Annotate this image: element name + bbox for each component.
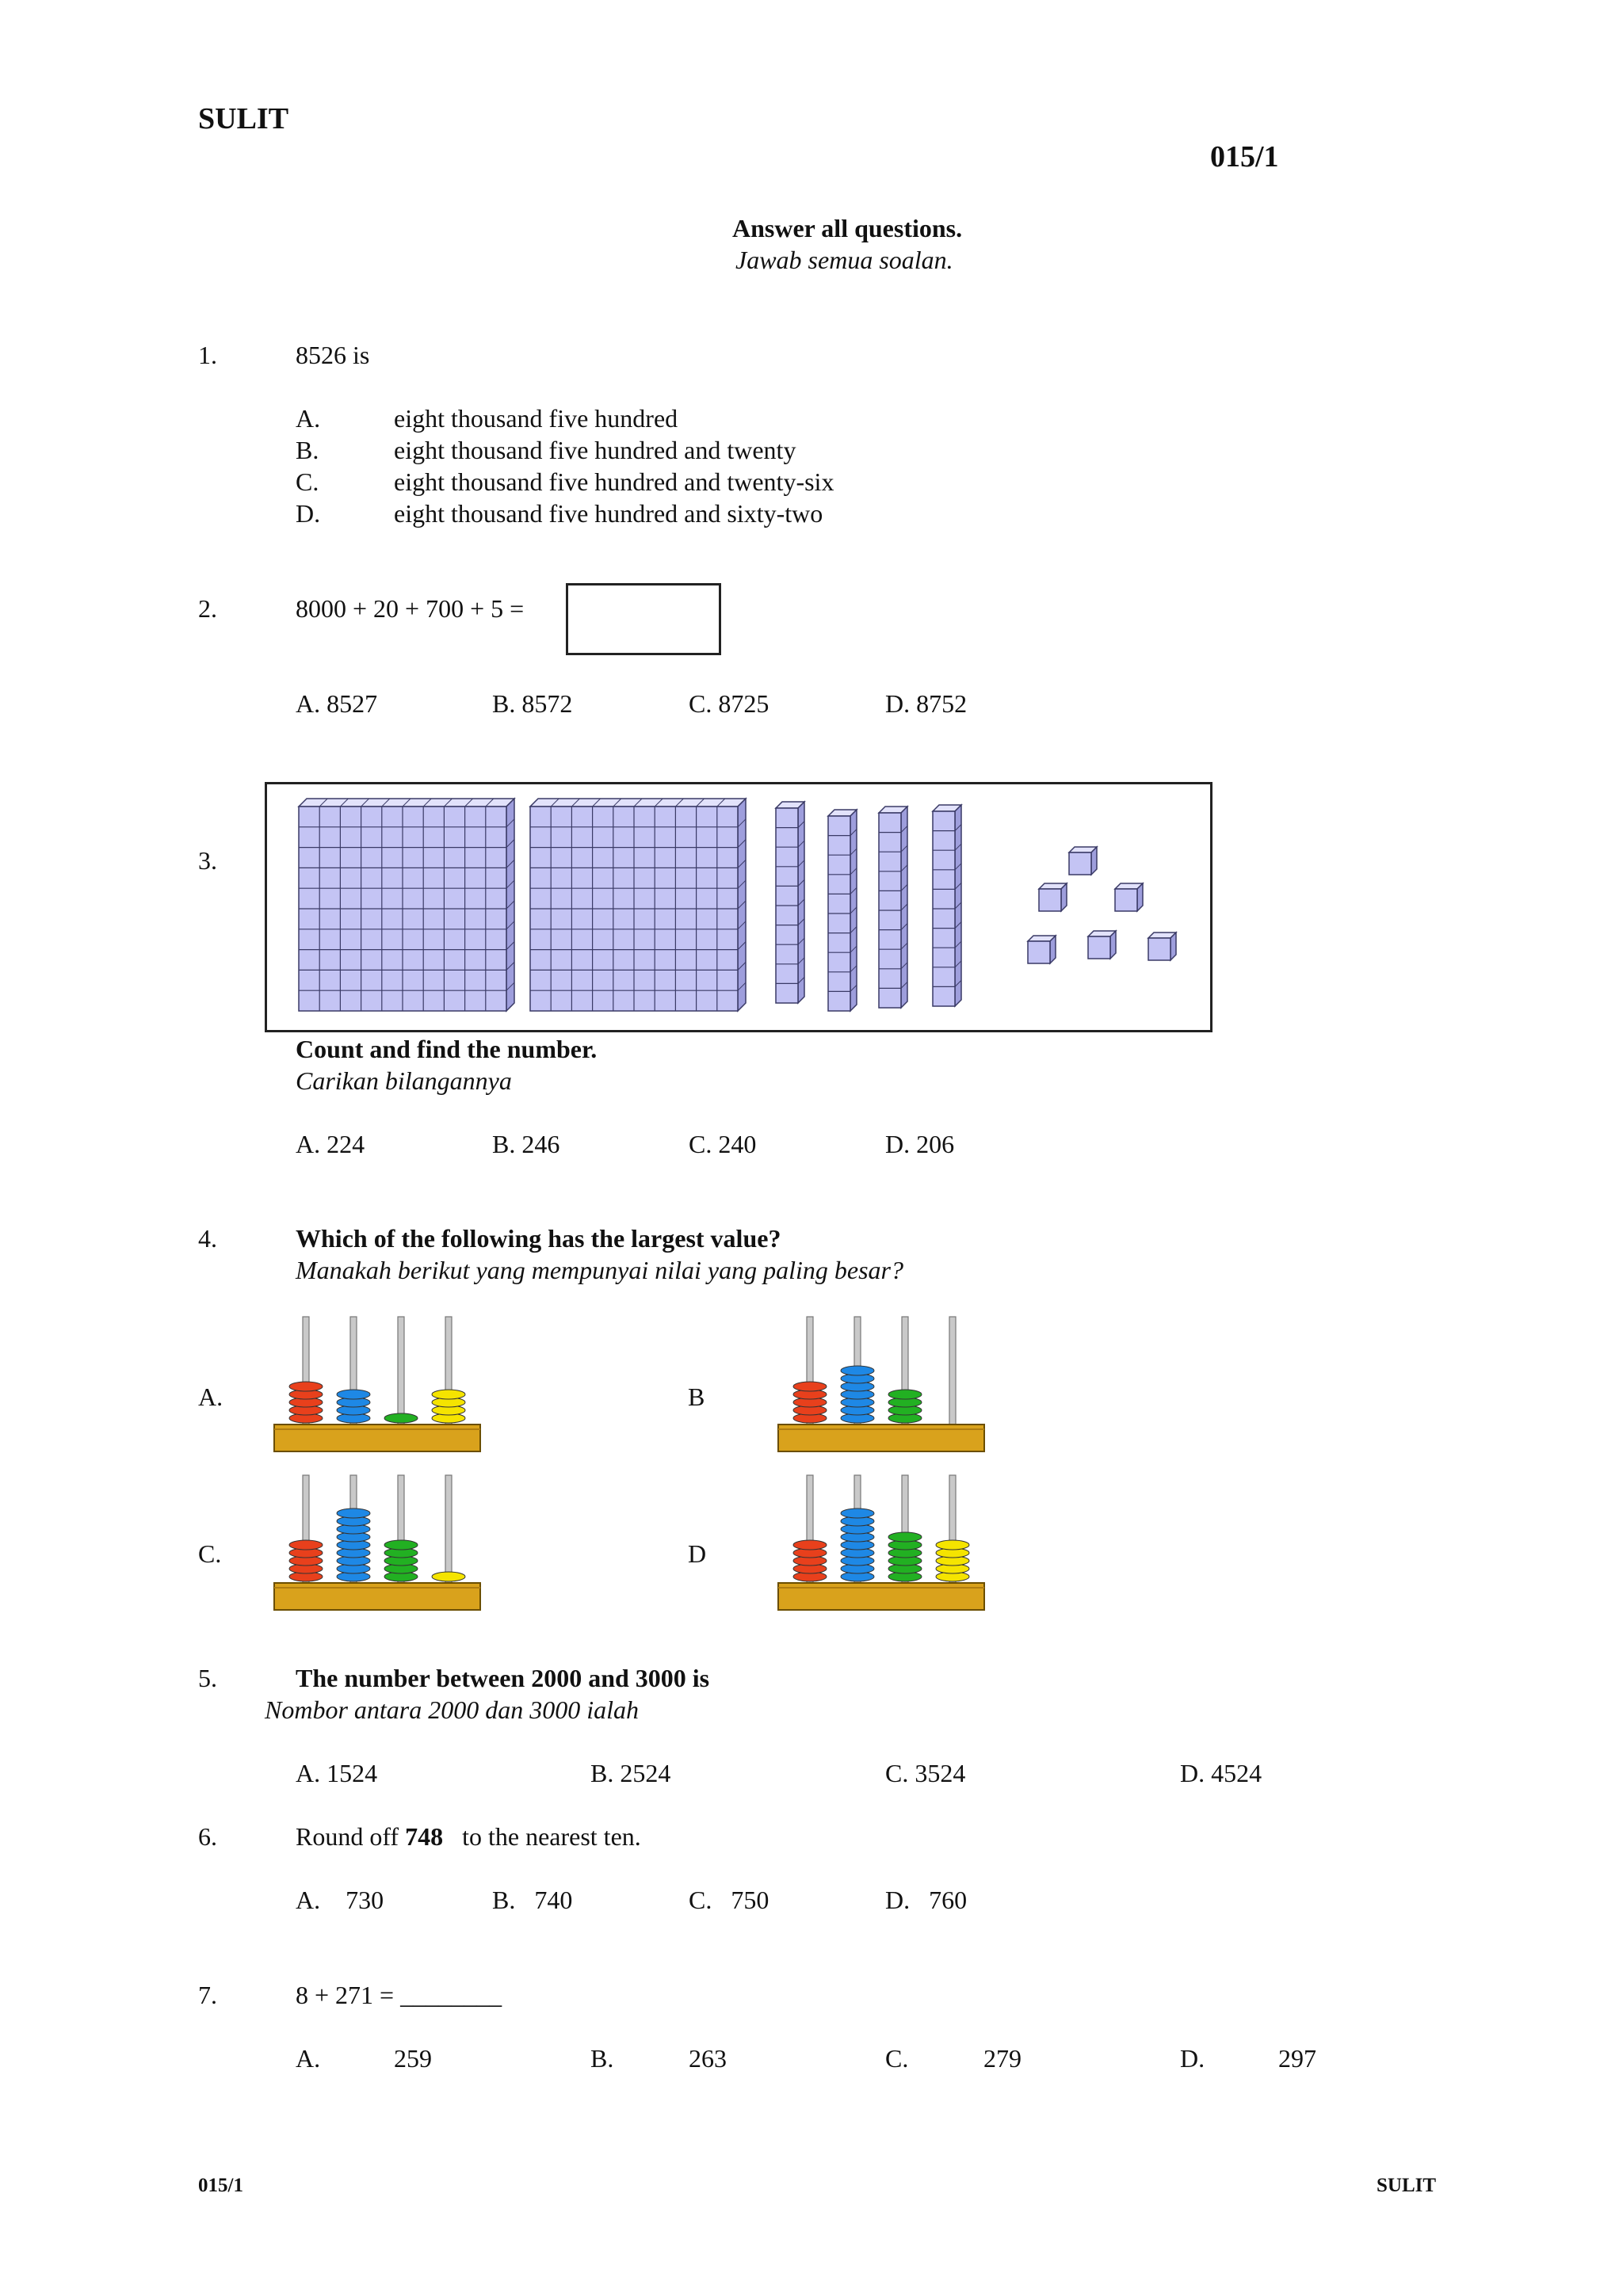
option-letter: A. — [198, 1383, 223, 1411]
option-text: eight thousand five hundred and sixty-two — [394, 499, 823, 528]
answer-box — [566, 583, 721, 655]
option-value: 263 — [689, 2044, 727, 2073]
abacus-rod — [949, 1317, 956, 1425]
abacus-bead — [432, 1390, 465, 1399]
abacus-bead — [888, 1532, 922, 1542]
ten-rod — [933, 805, 961, 1006]
abacus-bead — [793, 1540, 827, 1550]
abacus-bead — [337, 1508, 370, 1518]
option: C. 3524 — [885, 1759, 966, 1787]
question-stem: 8 + 271 = ________ — [296, 1981, 502, 2009]
question-prompt-en: Which of the following has the largest value? — [296, 1224, 781, 1253]
option-text: eight thousand five hundred — [394, 404, 678, 433]
option: C. 750 — [689, 1886, 769, 1914]
question-number: 4. — [198, 1224, 217, 1253]
question-stem: 8526 is — [296, 341, 370, 369]
option: A. 224 — [296, 1130, 365, 1158]
option-value: 279 — [983, 2044, 1022, 2073]
one-cube — [1115, 883, 1143, 911]
option: D. 8752 — [885, 689, 968, 718]
prompt-number: 748 — [405, 1822, 444, 1851]
option: D. 760 — [885, 1886, 968, 1914]
option-letter: A. — [296, 404, 321, 433]
abacus-rod — [398, 1317, 404, 1425]
option: D. 206 — [885, 1130, 955, 1158]
question-prompt — [296, 1822, 641, 1852]
option-letter: C. — [296, 467, 319, 496]
abacus-bead — [384, 1413, 418, 1423]
option-letter: D — [688, 1539, 707, 1568]
one-cube — [1148, 933, 1176, 960]
option-text: eight thousand five hundred and twenty — [394, 436, 796, 464]
hundred-flat — [530, 799, 746, 1011]
question-number: 2. — [198, 594, 217, 623]
option-text: eight thousand five hundred and twenty-six — [394, 467, 834, 496]
footer-classification: SULIT — [1377, 2175, 1437, 2196]
question-number: 1. — [198, 341, 217, 369]
ten-rod — [776, 802, 804, 1003]
option-letter: B — [688, 1383, 705, 1411]
option: C. 240 — [689, 1130, 757, 1158]
question-prompt-ms: Carikan bilangannya — [296, 1066, 512, 1095]
question-number: 6. — [198, 1822, 217, 1851]
option-letter: D. — [1180, 2044, 1205, 2073]
ten-rod — [828, 810, 857, 1011]
option-value: 259 — [394, 2044, 432, 2073]
abacus-bead — [841, 1366, 874, 1375]
abacus-bead — [793, 1382, 827, 1391]
abacus-d — [778, 1472, 984, 1615]
header-paper-code: 015/1 — [1210, 140, 1279, 174]
question-number: 3. — [198, 846, 217, 875]
option-letter: B. — [296, 436, 319, 464]
option-letter: B. — [590, 2044, 614, 2073]
option: A. 1524 — [296, 1759, 378, 1787]
option: A. 8527 — [296, 689, 378, 718]
abacus-bead — [289, 1382, 323, 1391]
base-ten-blocks — [267, 784, 1210, 1030]
instructions-en: Answer all questions. — [732, 214, 963, 242]
prompt-suffix: to the nearest ten. — [443, 1822, 641, 1851]
one-cube — [1028, 936, 1056, 963]
question-number: 7. — [198, 1981, 217, 2009]
abacus-bead — [841, 1508, 874, 1518]
abacus-bead — [936, 1540, 969, 1550]
one-cube — [1039, 883, 1067, 911]
question-number: 5. — [198, 1664, 217, 1692]
option: B. 2524 — [590, 1759, 671, 1787]
option: B. 246 — [492, 1130, 560, 1158]
abacus-a — [274, 1314, 480, 1456]
option: B. 8572 — [492, 689, 573, 718]
abacus-b — [778, 1314, 984, 1456]
question-prompt-ms: Nombor antara 2000 dan 3000 ialah — [265, 1695, 640, 1724]
abacus-bead — [384, 1540, 418, 1550]
abacus-bead — [289, 1540, 323, 1550]
hundred-flat — [299, 799, 514, 1011]
question-prompt-en: Count and find the number. — [296, 1035, 598, 1063]
header-classification: SULIT — [198, 102, 289, 135]
prompt-prefix: Round off — [296, 1822, 406, 1851]
option: C. 8725 — [689, 689, 769, 718]
option-letter: A. — [296, 2044, 321, 2073]
instructions-ms: Jawab semua soalan. — [735, 246, 953, 274]
footer-paper-code: 015/1 — [198, 2175, 243, 2196]
question-prompt-ms: Manakah berikut yang mempunyai nilai yang paling besar? — [296, 1256, 903, 1284]
base-ten-blocks-figure — [265, 782, 1212, 1032]
abacus-bead — [432, 1572, 465, 1581]
option: B. 740 — [492, 1886, 573, 1914]
question-prompt-en: The number between 2000 and 3000 is — [296, 1664, 710, 1692]
ten-rod — [879, 807, 907, 1008]
one-cube — [1088, 931, 1116, 959]
abacus-bead — [888, 1390, 922, 1399]
abacus-rod — [445, 1475, 452, 1583]
option-letter: D. — [296, 499, 321, 528]
question-stem: 8000 + 20 + 700 + 5 = — [296, 594, 525, 623]
option: A. 730 — [296, 1886, 384, 1914]
option-letter: C. — [885, 2044, 909, 2073]
one-cube — [1069, 847, 1097, 875]
abacus-c — [274, 1472, 480, 1615]
option-letter: C. — [198, 1539, 222, 1568]
option: D. 4524 — [1180, 1759, 1262, 1787]
abacus-bead — [337, 1390, 370, 1399]
option-value: 297 — [1278, 2044, 1316, 2073]
